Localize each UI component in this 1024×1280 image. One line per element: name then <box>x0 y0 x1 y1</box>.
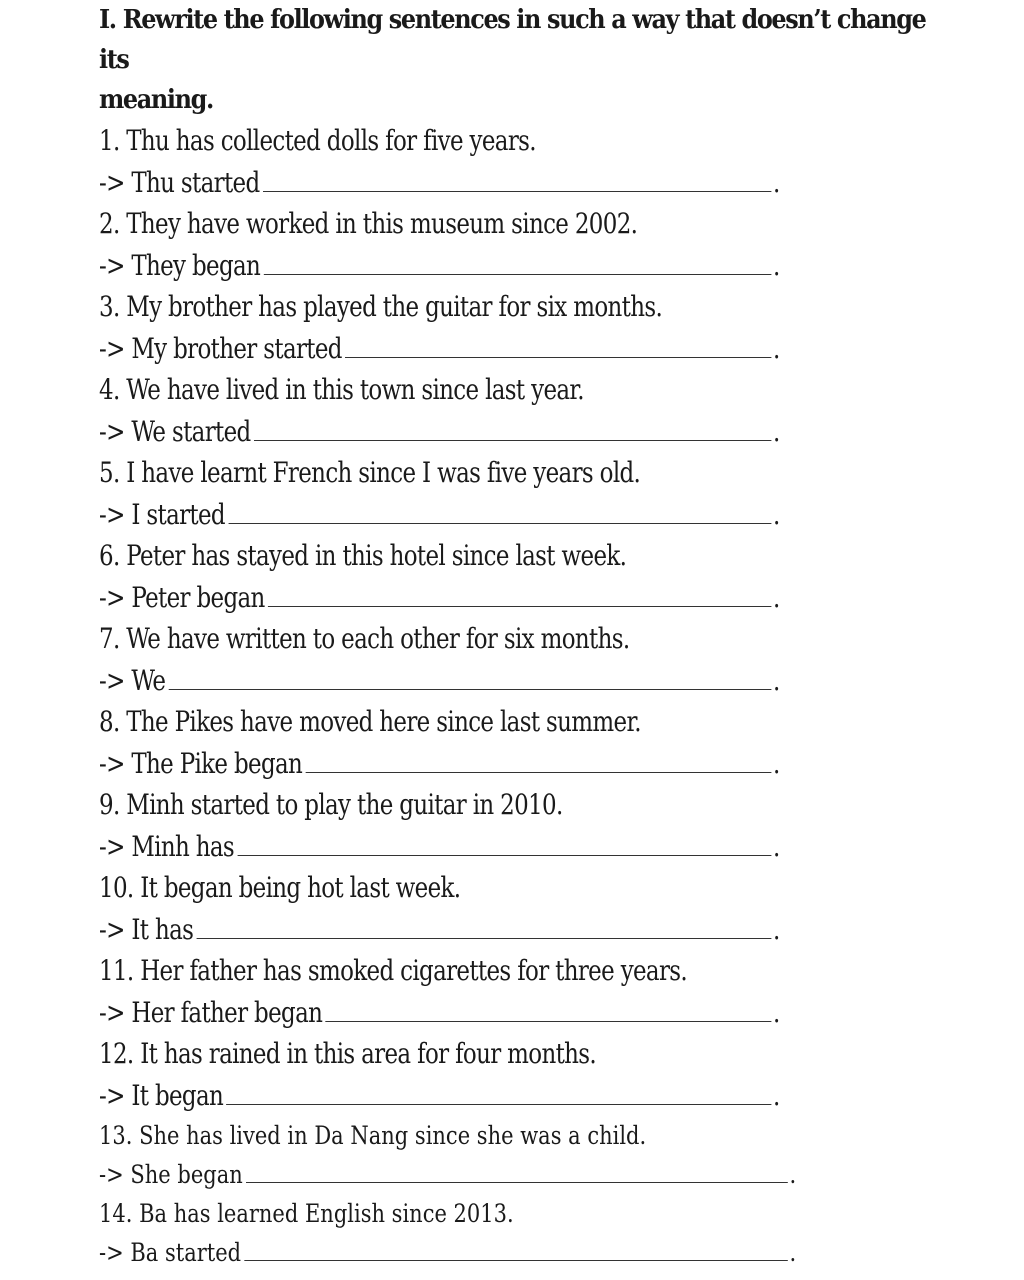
period: . <box>772 331 780 365</box>
period: . <box>772 165 780 199</box>
rewrite-prompt: -> They began <box>99 248 261 282</box>
rewrite-line <box>99 328 780 370</box>
rewrite-prompt: -> We <box>99 663 166 697</box>
rewrite-line <box>99 1155 796 1194</box>
heading-line-1: I. Rewrite the following sentences in such a way that doesn’t change its <box>99 5 926 75</box>
answer-blank[interactable] <box>305 750 771 773</box>
original-sentence: 9. Minh started to play the guitar in 2010. <box>99 788 563 821</box>
rewrite-line <box>99 162 780 204</box>
period: . <box>772 912 780 946</box>
answer-blank[interactable] <box>169 667 772 690</box>
rewrite-line <box>99 494 780 536</box>
rewrite-prompt: -> The Pike began <box>99 746 303 780</box>
rewrite-prompt: -> It has <box>99 912 194 946</box>
answer-blank[interactable] <box>345 335 771 358</box>
original-sentence: 2. They have worked in this museum since 2002. <box>99 207 638 240</box>
rewrite-prompt: -> Thu started <box>99 165 260 199</box>
period: . <box>772 663 780 697</box>
original-sentence: 4. We have lived in this town since last year. <box>99 373 584 406</box>
rewrite-line <box>99 743 780 785</box>
original-sentence: 5. I have learnt French since I was five years old. <box>99 456 641 489</box>
heading-line-2: meaning. <box>99 85 213 115</box>
answer-blank[interactable] <box>263 169 772 192</box>
question-3 <box>99 286 929 369</box>
question-4 <box>99 369 929 452</box>
question-6 <box>99 535 929 618</box>
question-2 <box>99 203 929 286</box>
rewrite-line <box>99 909 780 951</box>
rewrite-prompt: -> Ba started <box>99 1238 242 1267</box>
original-sentence: 6. Peter has stayed in this hotel since last week. <box>99 539 627 572</box>
rewrite-prompt: -> My brother started <box>99 331 342 365</box>
answer-blank[interactable] <box>246 1160 788 1183</box>
rewrite-line <box>99 992 780 1034</box>
original-sentence: 3. My brother has played the guitar for six months. <box>99 290 663 323</box>
question-1 <box>99 120 929 203</box>
question-8 <box>99 701 929 784</box>
period: . <box>772 829 780 863</box>
question-14 <box>99 1194 929 1272</box>
answer-blank[interactable] <box>237 833 771 856</box>
rewrite-line <box>99 1075 780 1117</box>
answer-blank[interactable] <box>326 999 772 1022</box>
rewrite-line <box>99 577 780 619</box>
original-sentence: 11. Her father has smoked cigarettes for three years. <box>99 954 688 987</box>
answer-blank[interactable] <box>228 501 771 524</box>
rewrite-prompt: -> Her father began <box>99 995 323 1029</box>
period: . <box>772 497 780 531</box>
original-sentence: 14. Ba has learned English since 2013. <box>99 1199 514 1228</box>
question-9 <box>99 784 929 867</box>
answer-blank[interactable] <box>263 252 771 275</box>
period: . <box>772 1078 780 1112</box>
period: . <box>789 1238 797 1267</box>
rewrite-line <box>99 245 780 287</box>
rewrite-prompt: -> It began <box>99 1078 224 1112</box>
original-sentence: 13. She has lived in Da Nang since she was a child. <box>99 1121 647 1150</box>
answer-blank[interactable] <box>268 584 771 607</box>
rewrite-prompt: -> Peter began <box>99 580 265 614</box>
worksheet <box>99 0 929 1272</box>
question-13 <box>99 1116 929 1194</box>
rewrite-prompt: -> We started <box>99 414 251 448</box>
rewrite-prompt: -> She began <box>99 1160 243 1189</box>
question-7 <box>99 618 929 701</box>
period: . <box>772 414 780 448</box>
rewrite-prompt: -> I started <box>99 497 225 531</box>
period: . <box>772 746 780 780</box>
original-sentence: 8. The Pikes have moved here since last summer. <box>99 705 641 738</box>
answer-blank[interactable] <box>254 418 771 441</box>
question-5 <box>99 452 929 535</box>
question-11 <box>99 950 929 1033</box>
period: . <box>789 1160 797 1189</box>
question-10 <box>99 867 929 950</box>
rewrite-line <box>99 411 780 453</box>
rewrite-prompt: -> Minh has <box>99 829 235 863</box>
answer-blank[interactable] <box>244 1238 787 1261</box>
original-sentence: 7. We have written to each other for six months. <box>99 622 630 655</box>
exercise-heading <box>99 0 927 120</box>
answer-blank[interactable] <box>197 916 772 939</box>
original-sentence: 10. It began being hot last week. <box>99 871 461 904</box>
period: . <box>772 995 780 1029</box>
original-sentence: 1. Thu has collected dolls for five years. <box>99 124 536 157</box>
rewrite-line <box>99 826 780 868</box>
rewrite-line <box>99 660 780 702</box>
period: . <box>772 248 780 282</box>
answer-blank[interactable] <box>226 1082 771 1105</box>
period: . <box>772 580 780 614</box>
original-sentence: 12. It has rained in this area for four months. <box>99 1037 597 1070</box>
rewrite-line <box>99 1233 796 1272</box>
question-12 <box>99 1033 929 1116</box>
